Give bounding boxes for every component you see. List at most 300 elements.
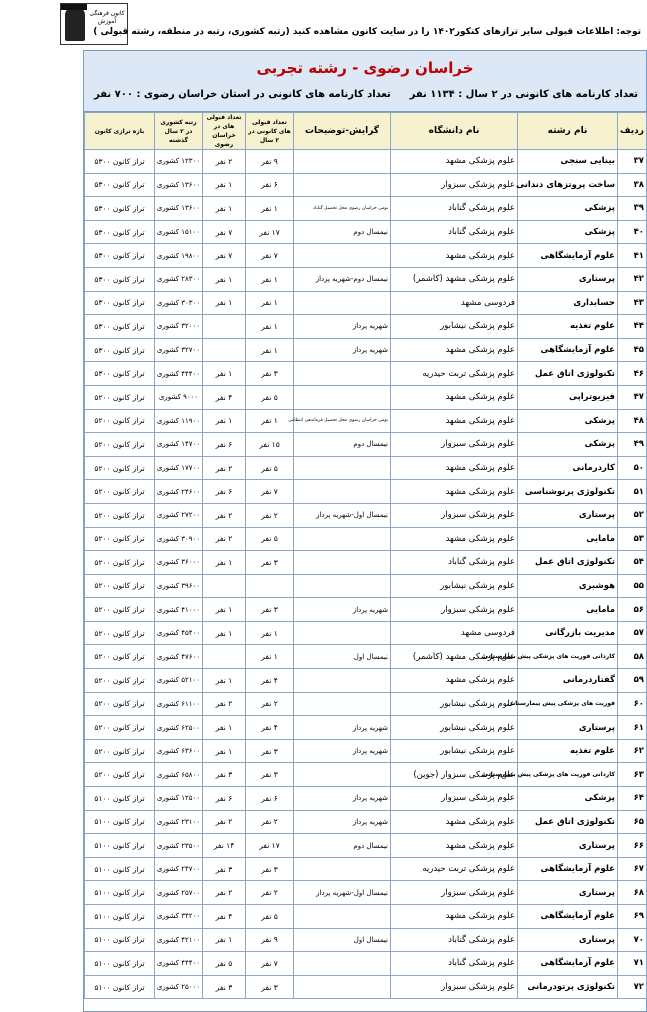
kanoon-band: تراز کانون ۵۲۰۰ bbox=[85, 503, 155, 527]
row-number: ۴۳ bbox=[618, 291, 647, 315]
university-name: علوم پزشکی سبزوار bbox=[391, 787, 518, 811]
university-name: علوم پزشکی مشهد bbox=[391, 527, 518, 551]
table-row bbox=[85, 267, 647, 291]
admitted-province bbox=[203, 338, 246, 362]
notes bbox=[294, 574, 391, 598]
kanoon-band: تراز کانون ۵۳۰۰ bbox=[85, 173, 155, 197]
field-name: علوم تغذیه bbox=[518, 315, 618, 339]
university-name: علوم پزشکی نیشابور bbox=[391, 315, 518, 339]
field-name: پرستاری bbox=[518, 834, 618, 858]
admitted-province: ۱ نفر bbox=[203, 362, 246, 386]
kanoon-band: تراز کانون ۵۳۰۰ bbox=[85, 338, 155, 362]
table-row bbox=[85, 220, 647, 244]
table-row bbox=[85, 645, 647, 669]
kanoon-band: تراز کانون ۵۱۰۰ bbox=[85, 952, 155, 976]
notes: شهریه پرداز bbox=[294, 810, 391, 834]
admitted-province: ۱ نفر bbox=[203, 716, 246, 740]
university-name: علوم پزشکی سبزوار bbox=[391, 433, 518, 457]
admitted-province: ۲ نفر bbox=[203, 456, 246, 480]
national-rank: ۱۲۵۰۰ کشوری bbox=[155, 787, 203, 811]
admitted-kanoon: ۲ نفر bbox=[246, 881, 294, 905]
national-rank: ۴۱۰۰۰ کشوری bbox=[155, 598, 203, 622]
admitted-province: ۲ نفر bbox=[203, 810, 246, 834]
row-number: ۶۲ bbox=[618, 739, 647, 763]
notes: نیمسال دوم bbox=[294, 220, 391, 244]
field-name: علوم تغذیه bbox=[518, 739, 618, 763]
kanoon-band: تراز کانون ۵۳۰۰ bbox=[85, 267, 155, 291]
notes bbox=[294, 173, 391, 197]
university-name: علوم پزشکی نیشابور bbox=[391, 716, 518, 740]
university-name: علوم پزشکی گناباد bbox=[391, 220, 518, 244]
kanoon-band: تراز کانون ۵۱۰۰ bbox=[85, 975, 155, 999]
kanoon-band: تراز کانون ۵۲۰۰ bbox=[85, 598, 155, 622]
university-name: علوم پزشکی تربت حیدریه bbox=[391, 857, 518, 881]
row-number: ۳۹ bbox=[618, 197, 647, 221]
national-rank: ۱۳۶۰۰ کشوری bbox=[155, 197, 203, 221]
col-band: بازه ترازی کانون bbox=[85, 113, 155, 150]
row-number: ۳۷ bbox=[618, 150, 647, 174]
kanoon-band: تراز کانون ۵۳۰۰ bbox=[85, 220, 155, 244]
kanoon-band: تراز کانون ۵۲۰۰ bbox=[85, 763, 155, 787]
table-row bbox=[85, 338, 647, 362]
notes bbox=[294, 975, 391, 999]
field-name: بینایی سنجی bbox=[518, 150, 618, 174]
admitted-province: ۲ نفر bbox=[203, 503, 246, 527]
row-number: ۴۸ bbox=[618, 409, 647, 433]
admitted-kanoon: ۱ نفر bbox=[246, 338, 294, 362]
kanoon-band: تراز کانون ۵۳۰۰ bbox=[85, 197, 155, 221]
admitted-province: ۵ نفر bbox=[203, 952, 246, 976]
row-number: ۴۷ bbox=[618, 385, 647, 409]
university-name: علوم پزشکی گناباد bbox=[391, 928, 518, 952]
admitted-province: ۱ نفر bbox=[203, 291, 246, 315]
field-name: تکنولوژی پرتودرمانی bbox=[518, 975, 618, 999]
notes: شهریه پرداز bbox=[294, 739, 391, 763]
table-row bbox=[85, 197, 647, 221]
col-row: ردیف bbox=[618, 113, 647, 150]
kanoon-band: تراز کانون ۵۲۰۰ bbox=[85, 480, 155, 504]
field-name: علوم آزمایشگاهی bbox=[518, 857, 618, 881]
university-name: فردوسی مشهد bbox=[391, 291, 518, 315]
admitted-province: ۱ نفر bbox=[203, 669, 246, 693]
admitted-kanoon: ۵ نفر bbox=[246, 527, 294, 551]
notes: نیمسال اول-شهریه پرداز bbox=[294, 881, 391, 905]
field-name: پرستاری bbox=[518, 716, 618, 740]
row-number: ۴۲ bbox=[618, 267, 647, 291]
table-row bbox=[85, 503, 647, 527]
admitted-kanoon: ۶ نفر bbox=[246, 173, 294, 197]
table-row bbox=[85, 787, 647, 811]
row-number: ۶۰ bbox=[618, 692, 647, 716]
admitted-province bbox=[203, 574, 246, 598]
field-name: کاردانی فوریت های پزشکی پیش بیمارستانی bbox=[518, 763, 618, 787]
row-number: ۵۸ bbox=[618, 645, 647, 669]
university-name: علوم پزشکی مشهد bbox=[391, 150, 518, 174]
national-rank: ۴۴۴۰۰ کشوری bbox=[155, 952, 203, 976]
university-name: علوم پزشکی نیشابور bbox=[391, 574, 518, 598]
notes bbox=[294, 385, 391, 409]
results-sheet bbox=[83, 50, 647, 1012]
kanoon-band: تراز کانون ۵۲۰۰ bbox=[85, 456, 155, 480]
table-row bbox=[85, 480, 647, 504]
admitted-kanoon: ۱ نفر bbox=[246, 645, 294, 669]
university-name: علوم پزشکی سبزوار bbox=[391, 173, 518, 197]
notes bbox=[294, 150, 391, 174]
national-rank: ۹۰۰۰ کشوری bbox=[155, 385, 203, 409]
admitted-kanoon: ۳ نفر bbox=[246, 551, 294, 575]
university-name: علوم پزشکی نیشابور bbox=[391, 739, 518, 763]
row-number: ۶۸ bbox=[618, 881, 647, 905]
admitted-kanoon: ۳ نفر bbox=[246, 763, 294, 787]
field-name: هوشبری bbox=[518, 574, 618, 598]
field-name: حسابداری bbox=[518, 291, 618, 315]
notes bbox=[294, 362, 391, 386]
col-university: نام دانشگاه bbox=[391, 113, 518, 150]
kanoon-band: تراز کانون ۵۲۰۰ bbox=[85, 621, 155, 645]
university-name: علوم پزشکی مشهد bbox=[391, 480, 518, 504]
university-name: علوم پزشکی مشهد bbox=[391, 244, 518, 268]
national-rank: ۲۳۵۰۰ کشوری bbox=[155, 834, 203, 858]
notes: نیمسال اول bbox=[294, 928, 391, 952]
row-number: ۵۷ bbox=[618, 621, 647, 645]
admitted-kanoon: ۵ نفر bbox=[246, 456, 294, 480]
national-rank: ۴۲۱۰۰ کشوری bbox=[155, 928, 203, 952]
kanoon-band: تراز کانون ۵۲۰۰ bbox=[85, 739, 155, 763]
row-number: ۶۶ bbox=[618, 834, 647, 858]
table-row bbox=[85, 739, 647, 763]
university-name: علوم پزشکی سبزوار (جوین) bbox=[391, 763, 518, 787]
table-row bbox=[85, 244, 647, 268]
kanoon-band: تراز کانون ۵۳۰۰ bbox=[85, 150, 155, 174]
kanoon-band: تراز کانون ۵۲۰۰ bbox=[85, 669, 155, 693]
university-name: علوم پزشکی مشهد bbox=[391, 669, 518, 693]
row-number: ۶۵ bbox=[618, 810, 647, 834]
admitted-kanoon: ۳ نفر bbox=[246, 857, 294, 881]
row-number: ۷۰ bbox=[618, 928, 647, 952]
kanoon-band: تراز کانون ۵۲۰۰ bbox=[85, 385, 155, 409]
row-number: ۷۱ bbox=[618, 952, 647, 976]
admitted-province bbox=[203, 645, 246, 669]
notes bbox=[294, 621, 391, 645]
admitted-kanoon: ۲ نفر bbox=[246, 692, 294, 716]
national-rank: ۴۴۴۰۰ کشوری bbox=[155, 362, 203, 386]
university-name: علوم پزشکی نیشابور bbox=[391, 692, 518, 716]
field-name: کاردانی فوریت های پزشکی پیش بیمارستانی bbox=[518, 645, 618, 669]
graduate-figure-icon bbox=[65, 7, 85, 41]
table-row bbox=[85, 433, 647, 457]
kanoon-band: تراز کانون ۵۳۰۰ bbox=[85, 315, 155, 339]
table-row bbox=[85, 598, 647, 622]
row-number: ۵۱ bbox=[618, 480, 647, 504]
admitted-province: ۱۴ نفر bbox=[203, 834, 246, 858]
count-province: تعداد کارنامه های کانونی در استان خراسان رضوی : ۷۰۰ نفر bbox=[94, 89, 391, 100]
notes: نیمسال اول-شهریه پرداز bbox=[294, 503, 391, 527]
admitted-province: ۶ نفر bbox=[203, 433, 246, 457]
admitted-kanoon: ۱ نفر bbox=[246, 409, 294, 433]
university-name: علوم پزشکی گناباد bbox=[391, 952, 518, 976]
notes bbox=[294, 952, 391, 976]
university-name: علوم پزشکی سبزوار bbox=[391, 881, 518, 905]
national-rank: ۴۷۶۰۰ کشوری bbox=[155, 645, 203, 669]
table-body bbox=[85, 150, 647, 999]
national-rank: ۲۴۶۰۰ کشوری bbox=[155, 480, 203, 504]
notes bbox=[294, 551, 391, 575]
university-name: علوم پزشکی مشهد bbox=[391, 834, 518, 858]
national-rank: ۱۹۸۰۰ کشوری bbox=[155, 244, 203, 268]
row-number: ۴۴ bbox=[618, 315, 647, 339]
field-name: تکنولوژی اتاق عمل bbox=[518, 362, 618, 386]
table-row bbox=[85, 692, 647, 716]
notes bbox=[294, 692, 391, 716]
admitted-province: ۱ نفر bbox=[203, 197, 246, 221]
field-name: مامایی bbox=[518, 527, 618, 551]
kanoon-band: تراز کانون ۵۱۰۰ bbox=[85, 905, 155, 929]
admitted-kanoon: ۲ نفر bbox=[246, 810, 294, 834]
admitted-kanoon: ۷ نفر bbox=[246, 480, 294, 504]
admitted-kanoon: ۲ نفر bbox=[246, 503, 294, 527]
university-name: فردوسی مشهد bbox=[391, 621, 518, 645]
notice-text: توجه: اطلاعات قبولی سایر ترازهای کنکور۱۴۰۲ را در سایت کانون مشاهده کنید (رتبه کشوری، رتبه در منطقه، رشته قبولی ) bbox=[93, 27, 641, 37]
admitted-province bbox=[203, 315, 246, 339]
table-row bbox=[85, 362, 647, 386]
field-name: پزشکی bbox=[518, 409, 618, 433]
table-row bbox=[85, 551, 647, 575]
col-admitted-kanoon: تعداد قبولی های کانونی در ۲ سال bbox=[246, 113, 294, 150]
national-rank: ۲۸۳۰۰ کشوری bbox=[155, 267, 203, 291]
admitted-province: ۲ نفر bbox=[203, 527, 246, 551]
admitted-province: ۲ نفر bbox=[203, 692, 246, 716]
field-name: گفتاردرمانی bbox=[518, 669, 618, 693]
admitted-kanoon: ۱ نفر bbox=[246, 621, 294, 645]
row-number: ۴۵ bbox=[618, 338, 647, 362]
col-notes: گرایش-توضیحات bbox=[294, 113, 391, 150]
row-number: ۳۸ bbox=[618, 173, 647, 197]
results-table bbox=[84, 112, 647, 999]
table-row bbox=[85, 857, 647, 881]
admitted-kanoon: ۷ نفر bbox=[246, 952, 294, 976]
admitted-kanoon: ۵ نفر bbox=[246, 905, 294, 929]
admitted-kanoon: ۳ نفر bbox=[246, 362, 294, 386]
university-name: علوم پزشکی مشهد bbox=[391, 385, 518, 409]
field-name: علوم آزمایشگاهی bbox=[518, 244, 618, 268]
national-rank: ۴۵۴۰۰ کشوری bbox=[155, 621, 203, 645]
admitted-province: ۱ نفر bbox=[203, 928, 246, 952]
admitted-province: ۶ نفر bbox=[203, 480, 246, 504]
admitted-kanoon: ۱۷ نفر bbox=[246, 220, 294, 244]
admitted-province: ۶ نفر bbox=[203, 787, 246, 811]
table-row bbox=[85, 763, 647, 787]
admitted-kanoon: ۹ نفر bbox=[246, 928, 294, 952]
graduation-cap-icon bbox=[61, 4, 87, 10]
table-row bbox=[85, 315, 647, 339]
row-number: ۵۴ bbox=[618, 551, 647, 575]
field-name: پزشکی bbox=[518, 433, 618, 457]
university-name: علوم پزشکی تربت حیدریه bbox=[391, 362, 518, 386]
university-name: علوم پزشکی مشهد bbox=[391, 905, 518, 929]
row-number: ۴۱ bbox=[618, 244, 647, 268]
national-rank: ۱۴۷۰۰ کشوری bbox=[155, 433, 203, 457]
table-row bbox=[85, 173, 647, 197]
admitted-kanoon: ۴ نفر bbox=[246, 669, 294, 693]
table-row bbox=[85, 905, 647, 929]
table-header-row bbox=[85, 113, 647, 150]
field-name: مدیریت بازرگانی bbox=[518, 621, 618, 645]
notes: بومی خراسان رضوی محل تحصیل فرماندهی انتظامی bbox=[294, 409, 391, 433]
admitted-kanoon bbox=[246, 574, 294, 598]
national-rank: ۶۲۵۰۰ کشوری bbox=[155, 716, 203, 740]
row-number: ۶۱ bbox=[618, 716, 647, 740]
notes bbox=[294, 291, 391, 315]
national-rank: ۳۹۶۰۰ کشوری bbox=[155, 574, 203, 598]
col-rank-last: رتبه کشوری در ۲ سال گذشته bbox=[155, 113, 203, 150]
table-row bbox=[85, 975, 647, 999]
notes bbox=[294, 480, 391, 504]
row-number: ۵۶ bbox=[618, 598, 647, 622]
notes: بومی خراسان رضوی محل تحصیل گناباد bbox=[294, 197, 391, 221]
field-name: کاردرمانی bbox=[518, 456, 618, 480]
university-name: علوم پزشکی مشهد bbox=[391, 456, 518, 480]
row-number: ۷۲ bbox=[618, 975, 647, 999]
university-name: علوم پزشکی گناباد bbox=[391, 551, 518, 575]
logo-text: کانون فرهنگی آموزش bbox=[89, 10, 125, 25]
kanoon-band: تراز کانون ۵۲۰۰ bbox=[85, 409, 155, 433]
university-name: علوم پزشکی مشهد bbox=[391, 409, 518, 433]
notes: نیمسال دوم-شهریه پرداز bbox=[294, 267, 391, 291]
admitted-province: ۲ نفر bbox=[203, 881, 246, 905]
university-name: علوم پزشکی مشهد bbox=[391, 338, 518, 362]
table-row bbox=[85, 928, 647, 952]
table-row bbox=[85, 669, 647, 693]
kanoon-band: تراز کانون ۵۲۰۰ bbox=[85, 551, 155, 575]
field-name: پزشکی bbox=[518, 787, 618, 811]
admitted-kanoon: ۱ نفر bbox=[246, 267, 294, 291]
kanoon-band: تراز کانون ۵۲۰۰ bbox=[85, 433, 155, 457]
university-name: علوم پزشکی سبزوار bbox=[391, 598, 518, 622]
admitted-kanoon: ۷ نفر bbox=[246, 244, 294, 268]
national-rank: ۲۳۱۰۰ کشوری bbox=[155, 810, 203, 834]
field-name: پرستاری bbox=[518, 267, 618, 291]
university-name: علوم پزشکی گناباد bbox=[391, 197, 518, 221]
admitted-province: ۷ نفر bbox=[203, 244, 246, 268]
university-name: علوم پزشکی سبزوار bbox=[391, 503, 518, 527]
university-name: علوم پزشکی مشهد (کاشمر) bbox=[391, 645, 518, 669]
national-rank: ۱۷۷۰۰ کشوری bbox=[155, 456, 203, 480]
row-number: ۵۰ bbox=[618, 456, 647, 480]
national-rank: ۳۶۰۰۰ کشوری bbox=[155, 551, 203, 575]
admitted-province: ۳ نفر bbox=[203, 857, 246, 881]
admitted-kanoon: ۳ نفر bbox=[246, 739, 294, 763]
sheet-header bbox=[84, 51, 646, 112]
field-name: مامایی bbox=[518, 598, 618, 622]
field-name: پرستاری bbox=[518, 881, 618, 905]
notes: نیمسال دوم bbox=[294, 433, 391, 457]
admitted-kanoon: ۱۷ نفر bbox=[246, 834, 294, 858]
field-name: پزشکی bbox=[518, 197, 618, 221]
field-name: علوم آزمایشگاهی bbox=[518, 338, 618, 362]
table-row bbox=[85, 810, 647, 834]
national-rank: ۳۴۲۰۰ کشوری bbox=[155, 905, 203, 929]
kanoon-band: تراز کانون ۵۲۰۰ bbox=[85, 574, 155, 598]
kanoon-band: تراز کانون ۵۳۰۰ bbox=[85, 291, 155, 315]
table-row bbox=[85, 409, 647, 433]
national-rank: ۲۵۰۰۰ کشوری bbox=[155, 975, 203, 999]
notes: نیمسال دوم bbox=[294, 834, 391, 858]
row-number: ۵۲ bbox=[618, 503, 647, 527]
field-name: علوم آزمایشگاهی bbox=[518, 952, 618, 976]
kanoon-band: تراز کانون ۵۱۰۰ bbox=[85, 810, 155, 834]
admitted-province: ۱ نفر bbox=[203, 551, 246, 575]
field-name: پرستاری bbox=[518, 928, 618, 952]
notes bbox=[294, 456, 391, 480]
notes bbox=[294, 763, 391, 787]
table-row bbox=[85, 456, 647, 480]
col-admitted-province: تعداد قبولی های در خراسان رضوی bbox=[203, 113, 246, 150]
kanoon-band: تراز کانون ۵۲۰۰ bbox=[85, 692, 155, 716]
row-number: ۶۷ bbox=[618, 857, 647, 881]
national-rank: ۳۲۰۰۰ کشوری bbox=[155, 315, 203, 339]
notes: شهریه پرداز bbox=[294, 338, 391, 362]
national-rank: ۳۰۳۰۰ کشوری bbox=[155, 291, 203, 315]
table-row bbox=[85, 150, 647, 174]
kanoon-band: تراز کانون ۵۱۰۰ bbox=[85, 834, 155, 858]
admitted-kanoon: ۶ نفر bbox=[246, 787, 294, 811]
table-row bbox=[85, 621, 647, 645]
admitted-kanoon: ۵ نفر bbox=[246, 385, 294, 409]
admitted-province: ۷ نفر bbox=[203, 220, 246, 244]
notes bbox=[294, 905, 391, 929]
row-number: ۵۹ bbox=[618, 669, 647, 693]
field-name: پزشکی bbox=[518, 220, 618, 244]
row-number: ۵۳ bbox=[618, 527, 647, 551]
kanoon-band: تراز کانون ۵۲۰۰ bbox=[85, 527, 155, 551]
row-number: ۴۰ bbox=[618, 220, 647, 244]
count-two-years: تعداد کارنامه های کانونی در ۲ سال : ۱۱۳۴ نفر bbox=[409, 89, 638, 100]
admitted-province: ۱ نفر bbox=[203, 739, 246, 763]
row-number: ۶۹ bbox=[618, 905, 647, 929]
admitted-kanoon: ۹ نفر bbox=[246, 150, 294, 174]
university-name: علوم پزشکی مشهد bbox=[391, 810, 518, 834]
kanoon-band: تراز کانون ۵۳۰۰ bbox=[85, 362, 155, 386]
admitted-province: ۳ نفر bbox=[203, 763, 246, 787]
admitted-province: ۲ نفر bbox=[203, 150, 246, 174]
field-name: تکنولوژی پرتوشناسی bbox=[518, 480, 618, 504]
national-rank: ۶۱۱۰۰ کشوری bbox=[155, 692, 203, 716]
admitted-kanoon: ۱ نفر bbox=[246, 197, 294, 221]
table-row bbox=[85, 834, 647, 858]
national-rank: ۲۷۲۰۰ کشوری bbox=[155, 503, 203, 527]
notes: شهریه پرداز bbox=[294, 787, 391, 811]
admitted-kanoon: ۳ نفر bbox=[246, 598, 294, 622]
table-row bbox=[85, 385, 647, 409]
row-number: ۴۹ bbox=[618, 433, 647, 457]
admitted-province: ۱ نفر bbox=[203, 621, 246, 645]
kanoon-logo bbox=[60, 3, 128, 45]
notes: نیمسال اول bbox=[294, 645, 391, 669]
national-rank: ۱۱۹۰۰ کشوری bbox=[155, 409, 203, 433]
admitted-kanoon: ۳ نفر bbox=[246, 975, 294, 999]
notes: شهریه پرداز bbox=[294, 598, 391, 622]
field-name: فیزیوتراپی bbox=[518, 385, 618, 409]
admitted-province: ۱ نفر bbox=[203, 598, 246, 622]
university-name: علوم پزشکی مشهد (کاشمر) bbox=[391, 267, 518, 291]
notes bbox=[294, 857, 391, 881]
admitted-kanoon: ۱ نفر bbox=[246, 291, 294, 315]
table-row bbox=[85, 716, 647, 740]
row-number: ۴۶ bbox=[618, 362, 647, 386]
admitted-province: ۴ نفر bbox=[203, 385, 246, 409]
col-field: نام رشته bbox=[518, 113, 618, 150]
national-rank: ۶۳۶۰۰ کشوری bbox=[155, 739, 203, 763]
